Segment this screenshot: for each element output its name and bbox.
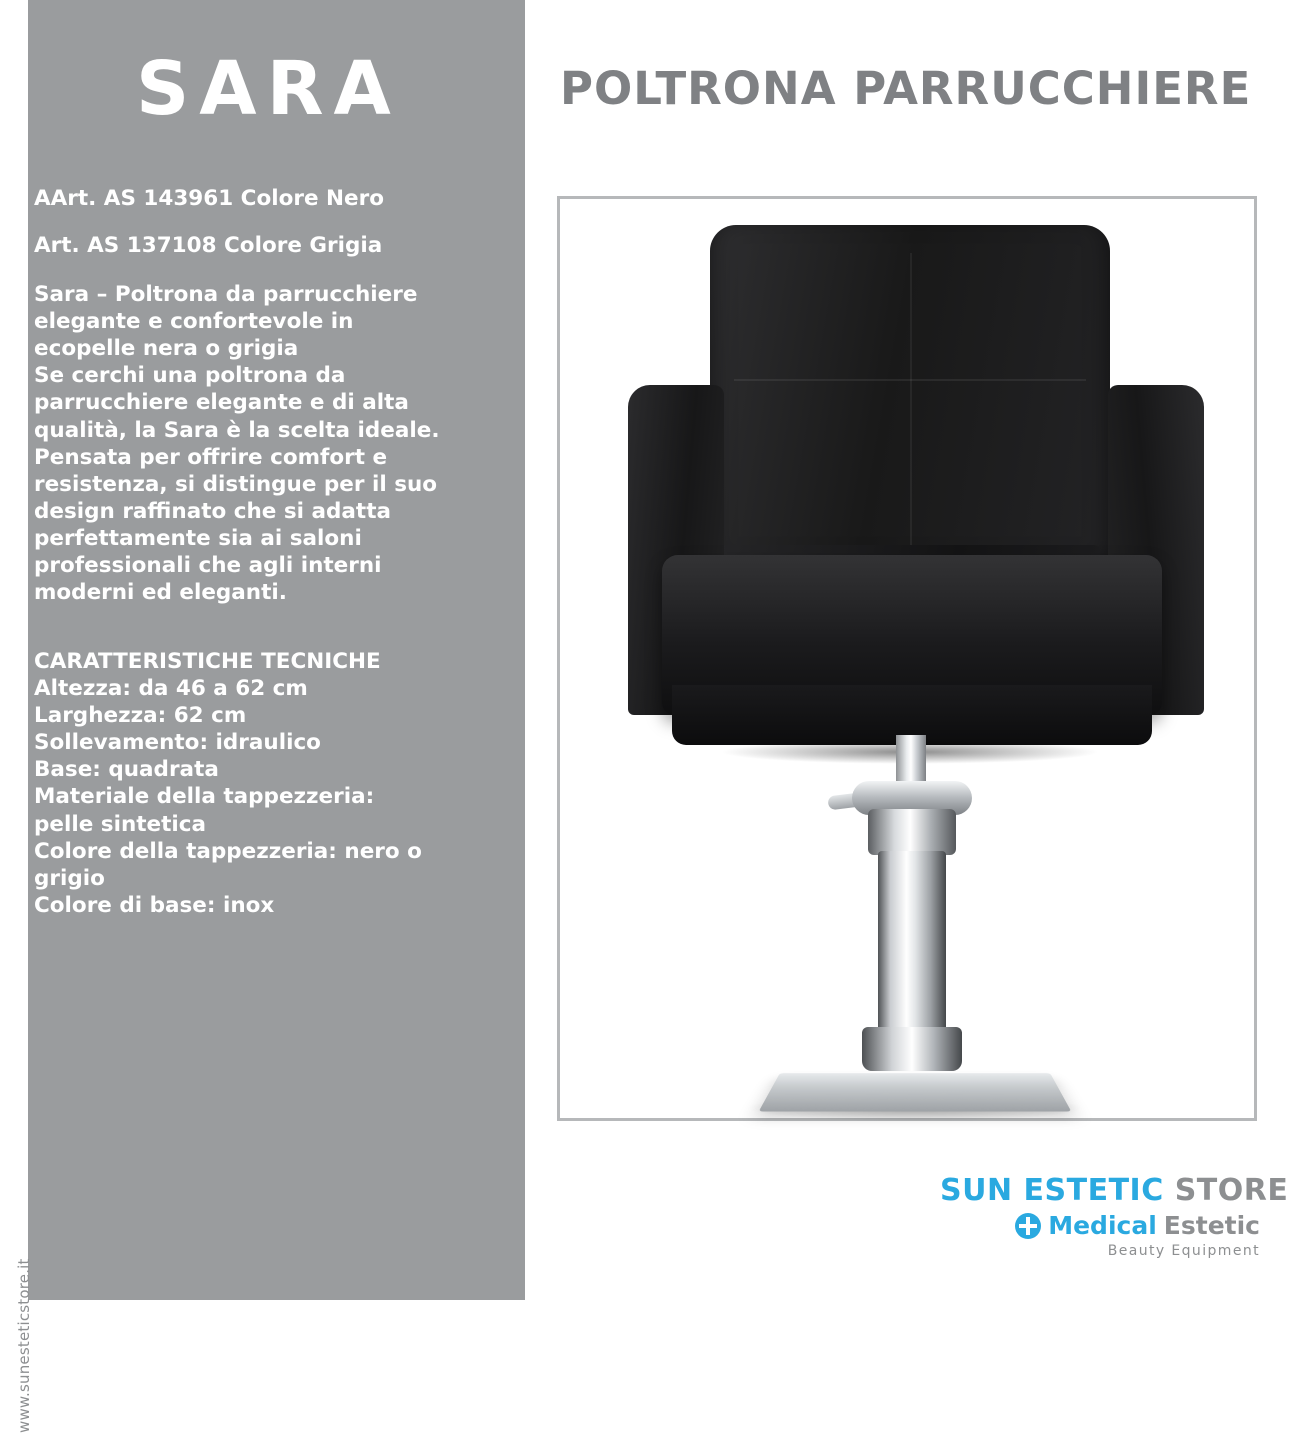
product-image-chair — [600, 215, 1220, 1105]
description-line: Pensata per offrire comfort e — [34, 444, 388, 470]
description-line: resistenza, si distingue per il suo — [34, 471, 438, 497]
website-url-strip — [0, 0, 33, 1433]
chair-column-base — [862, 1027, 962, 1071]
logo-tagline: Beauty Equipment — [1107, 1242, 1260, 1259]
description-line: Se cerchi una poltrona da — [34, 363, 346, 389]
description-line: professionali che agli interni — [34, 552, 382, 578]
product-info — [34, 185, 514, 919]
info-panel — [28, 0, 525, 1300]
logo-estetic-text: ESTETIC — [1023, 1173, 1164, 1208]
tech-spec-item: pelle sintetica — [34, 811, 207, 837]
description-line: moderni ed eleganti. — [34, 580, 287, 606]
tech-spec-item: grigio — [34, 865, 105, 891]
tech-spec-item: Colore di base: inox — [34, 892, 275, 918]
logo-secondary-line — [940, 1210, 1260, 1240]
tech-specs-list — [34, 675, 514, 919]
description-line: Sara – Poltrona da parrucchiere — [34, 282, 418, 308]
description-line: parrucchiere elegante e di alta — [34, 390, 409, 416]
description-line: perfettamente sia ai saloni — [34, 525, 362, 551]
product-description — [34, 281, 514, 606]
tech-specs-title: CARATTERISTICHE TECNICHE — [34, 649, 381, 675]
chair-column — [878, 851, 946, 1041]
logo-sun-text: SUN — [940, 1173, 1013, 1208]
tech-spec-item: Base: quadrata — [34, 757, 219, 783]
description-line: design raffinato che si adatta — [34, 498, 391, 524]
logo-store-text: STORE — [1174, 1173, 1289, 1208]
tech-spec-item: Materiale della tappezzeria: — [34, 784, 375, 810]
chair-square-base — [759, 1073, 1072, 1111]
tech-spec-item: Sollevamento: idraulico — [34, 730, 321, 756]
website-url: www.sunesteticstore.it — [15, 1258, 33, 1433]
logo-medical-text: Medical — [1048, 1210, 1157, 1240]
tech-spec-item: Altezza: da 46 a 62 cm — [34, 676, 308, 702]
backrest-seam — [734, 379, 1086, 381]
article-code-black: AArt. AS 143961 Colore Nero — [34, 186, 384, 211]
tech-spec-item: Larghezza: 62 cm — [34, 703, 247, 729]
chair-backrest — [710, 225, 1110, 575]
description-line: elegante e confortevole in — [34, 309, 354, 335]
brand-name: SARA — [136, 46, 401, 132]
description-line: ecopelle nera o grigia — [34, 336, 299, 362]
chair-pump-body — [868, 809, 956, 855]
page-title: POLTRONA PARRUCCHIERE — [560, 62, 1252, 115]
tech-spec-item: Colore della tappezzeria: nero o — [34, 838, 422, 864]
logo-estetic2-text: Estetic — [1163, 1210, 1260, 1240]
medical-cross-icon — [1015, 1213, 1041, 1239]
company-logo — [940, 1173, 1289, 1259]
description-line: qualità, la Sara è la scelta ideale. — [34, 417, 440, 443]
logo-primary-line — [940, 1173, 1289, 1208]
article-code-grey: Art. AS 137108 Colore Grigia — [34, 233, 383, 259]
